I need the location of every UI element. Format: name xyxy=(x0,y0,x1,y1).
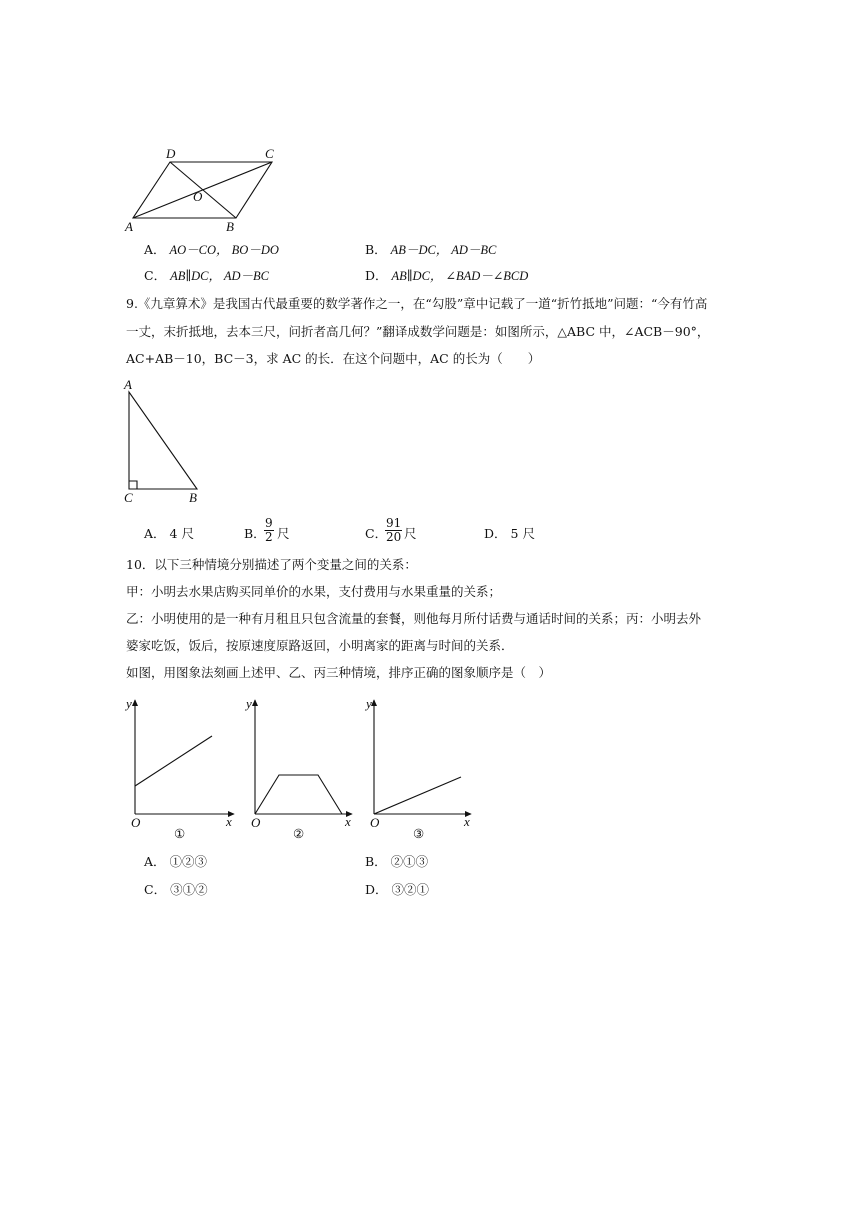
label-c: C xyxy=(265,146,274,161)
option-text: AB－DC， AD－BC xyxy=(390,243,497,257)
option-text: AB∥DC， ∠BAD－∠BCD xyxy=(391,269,529,283)
option-letter: A． xyxy=(144,854,166,869)
option-text: AO－CO， BO－DO xyxy=(169,243,279,257)
x-axis-label: x xyxy=(464,814,470,829)
graph-caption: ③ xyxy=(413,826,425,841)
y-axis-label: y xyxy=(246,696,252,711)
option-letter: D． xyxy=(484,526,507,541)
x-axis-label: x xyxy=(226,814,232,829)
label-b: B xyxy=(226,219,234,234)
option-letter: B． xyxy=(244,526,266,541)
label-a: A xyxy=(124,377,132,392)
origin-label: O xyxy=(370,815,380,830)
q10-option-d[interactable] xyxy=(365,882,429,898)
q9-text-line-2: 一丈，末折抵地，去本三尺，问折者高几何？”翻译成数学问题是：如图所示，△ABC 中，∠ACB－90°， xyxy=(126,324,710,339)
option-letter: C． xyxy=(144,882,167,897)
option-letter: C． xyxy=(365,526,388,541)
q10-option-b[interactable] xyxy=(365,854,428,870)
q10-text-line-5: 如图，用图象法刻画上述甲、乙、丙三种情境，排序正确的图象顺序是（ ） xyxy=(126,665,552,680)
label-c: C xyxy=(124,490,133,505)
y-axis-label: y xyxy=(366,696,372,711)
origin-label: O xyxy=(131,815,141,830)
q9-text-line-1: 9.《九章算术》是我国古代最重要的数学著作之一，在“勾股”章中记载了一道“折竹抵地”问题：“今有竹高 xyxy=(126,296,708,311)
q10-option-c[interactable] xyxy=(144,882,208,898)
option-text: 4 尺 xyxy=(169,526,194,541)
q10-text-line-1: 10．以下三种情境分别描述了两个变量之间的关系： xyxy=(126,557,417,572)
option-text: 5 尺 xyxy=(510,526,535,541)
option-letter: A． xyxy=(144,242,166,257)
label-o: O xyxy=(193,189,203,204)
label-d: D xyxy=(166,146,176,161)
x-axis-label: x xyxy=(345,814,351,829)
numerator: 91 xyxy=(386,516,402,530)
unit-chi: 尺 xyxy=(404,526,417,541)
option-text: ③①② xyxy=(170,882,208,897)
denominator: 2 xyxy=(265,530,273,544)
graph-1 xyxy=(135,700,234,814)
option-text: ③②① xyxy=(391,882,430,897)
graph-caption: ② xyxy=(293,826,305,841)
q10-text-line-2: 甲：小明去水果店购买同单价的水果，支付费用与水果重量的关系； xyxy=(126,584,502,599)
graph-3 xyxy=(374,700,471,814)
q9-text-line-3: AC+AB－10，BC－3，求 AC 的长．在这个问题中，AC 的长为（ ） xyxy=(126,351,541,366)
option-letter: B． xyxy=(365,854,387,869)
graph-caption: ① xyxy=(174,826,186,841)
option-text: ①②③ xyxy=(169,854,208,869)
denominator: 20 xyxy=(386,530,402,544)
q10-text-line-3: 乙：小明使用的是一种有月租且只包含流量的套餐，则他每月所付话费与通话时间的关系；丙：小明去外 xyxy=(126,611,702,626)
graph-line xyxy=(374,777,461,814)
graph-trapezoid xyxy=(255,775,342,814)
option-letter: C． xyxy=(144,268,167,283)
label-b: B xyxy=(189,490,197,505)
option-letter: D． xyxy=(365,882,388,897)
option-letter: B． xyxy=(365,242,387,257)
graph-2 xyxy=(255,700,352,814)
option-letter: D． xyxy=(365,268,388,283)
numerator: 9 xyxy=(265,516,273,530)
graph-line xyxy=(135,736,212,786)
unit-chi: 尺 xyxy=(277,526,290,541)
origin-label: O xyxy=(251,815,261,830)
option-letter: A． xyxy=(144,526,166,541)
y-axis-label: y xyxy=(126,696,132,711)
q10-option-a[interactable] xyxy=(144,854,207,870)
option-text: AB∥DC， AD－BC xyxy=(170,269,270,283)
label-a: A xyxy=(125,219,133,234)
q10-text-line-4: 婆家吃饭，饭后，按原速度原路返回，小明离家的距离与时间的关系． xyxy=(126,638,514,653)
option-text: ②①③ xyxy=(390,854,429,869)
